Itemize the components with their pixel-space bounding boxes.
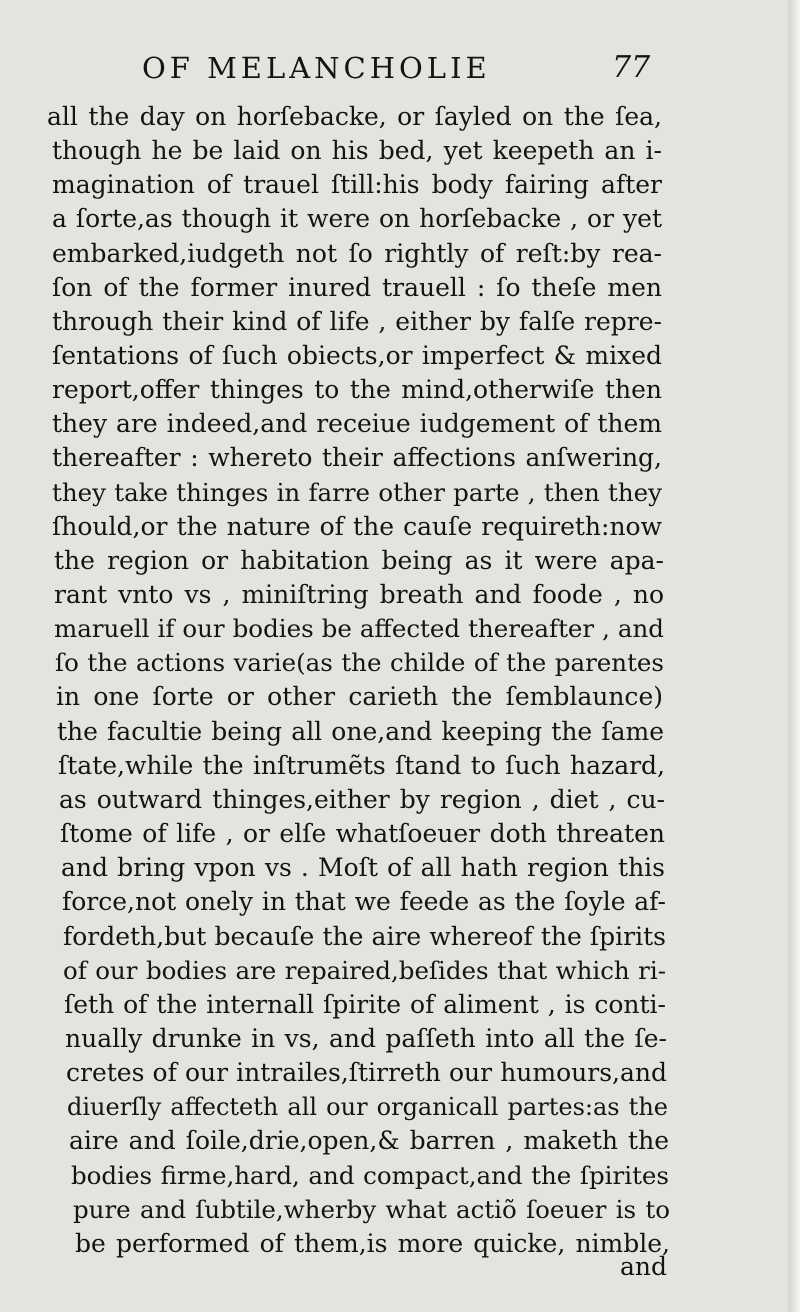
text-line: all the day on horſebacke, or ſayled on the ſea, <box>47 102 662 131</box>
text-line: force,not onely in that we feede as the ſoyle af- <box>62 887 666 916</box>
text-line: ſhould,or the nature of the cauſe requireth:now <box>52 512 662 541</box>
text-line: they are indeed,and receiue iudgement of them <box>52 409 662 438</box>
text-line: as outward thinges,either by region , diet , cu- <box>59 785 665 814</box>
page-number: 77 <box>612 50 651 85</box>
text-line: the region or habitation being as it were apa- <box>54 546 664 575</box>
text-line: in one ſorte or other carieth the ſemblaunce) <box>56 682 663 711</box>
text-line: maruell if our bodies be affected thereafter , and <box>54 614 664 643</box>
text-line: the facultie being all one,and keeping the ſame <box>57 717 664 746</box>
text-line: ſon of the former inured trauell : ſo theſe men <box>52 273 662 302</box>
text-line: ſtome of life , or elſe whatſoeuer doth threaten <box>60 819 665 848</box>
text-line: aire and ſoile,drie,open,& barren , maketh the <box>69 1126 669 1155</box>
text-line: they take thinges in farre other parte , then they <box>52 478 662 507</box>
text-line: diuerſly affecteth all our organicall partes:as the <box>67 1093 668 1121</box>
running-head <box>0 46 800 90</box>
text-line: cretes of our intrailes,ſtirreth our humours,and <box>66 1058 667 1087</box>
text-line: a ſorte,as though it were on horſebacke , or yet <box>52 204 662 233</box>
text-line: magination of trauel ſtill:his body fairing after <box>52 170 662 199</box>
text-line: rant vnto vs , miniſtring breath and foode , no <box>54 580 664 609</box>
text-line: nually drunke in vs, and paſſeth into all the ſe- <box>65 1024 667 1053</box>
text-line: ſo the actions varie(as the childe of the parentes <box>55 648 664 677</box>
text-line: embarked,iudgeth not ſo rightly of reſt:by rea- <box>52 239 662 268</box>
text-line: pure and ſubtile,wherby what actiõ ſoeuer is to <box>73 1195 670 1224</box>
text-line: through their kind of life , either by falſe repre- <box>52 307 662 336</box>
text-line: fordeth,but becauſe the aire whereof the ſpirits <box>63 922 666 951</box>
text-line: ſentations of ſuch obiects,or imperfect & mixed <box>52 341 662 370</box>
text-line: and bring vpon vs . Moſt of all hath region this <box>61 853 665 882</box>
text-line: be performed of them,is more quicke, nimble, <box>75 1229 670 1258</box>
text-line: bodies firme,hard, and compact,and the ſpirites <box>71 1161 669 1190</box>
catchword: and <box>620 1252 668 1281</box>
text-line: of our bodies are repaired,beſides that which ri- <box>63 956 666 985</box>
page-edge <box>788 0 800 1312</box>
text-line: ſeth of the internall ſpirite of aliment , is conti- <box>64 990 666 1019</box>
text-line: though he be laid on his bed, yet keepeth an i- <box>52 136 662 165</box>
running-head-title: OF MELANCHOLIE <box>142 51 491 85</box>
text-line: thereafter : whereto their affections anſwering, <box>52 443 662 472</box>
text-line: report,offer thinges to the mind,otherwiſe then <box>52 375 662 404</box>
text-line: ſtate,while the inſtrumẽts ſtand to ſuch hazard, <box>58 751 665 780</box>
